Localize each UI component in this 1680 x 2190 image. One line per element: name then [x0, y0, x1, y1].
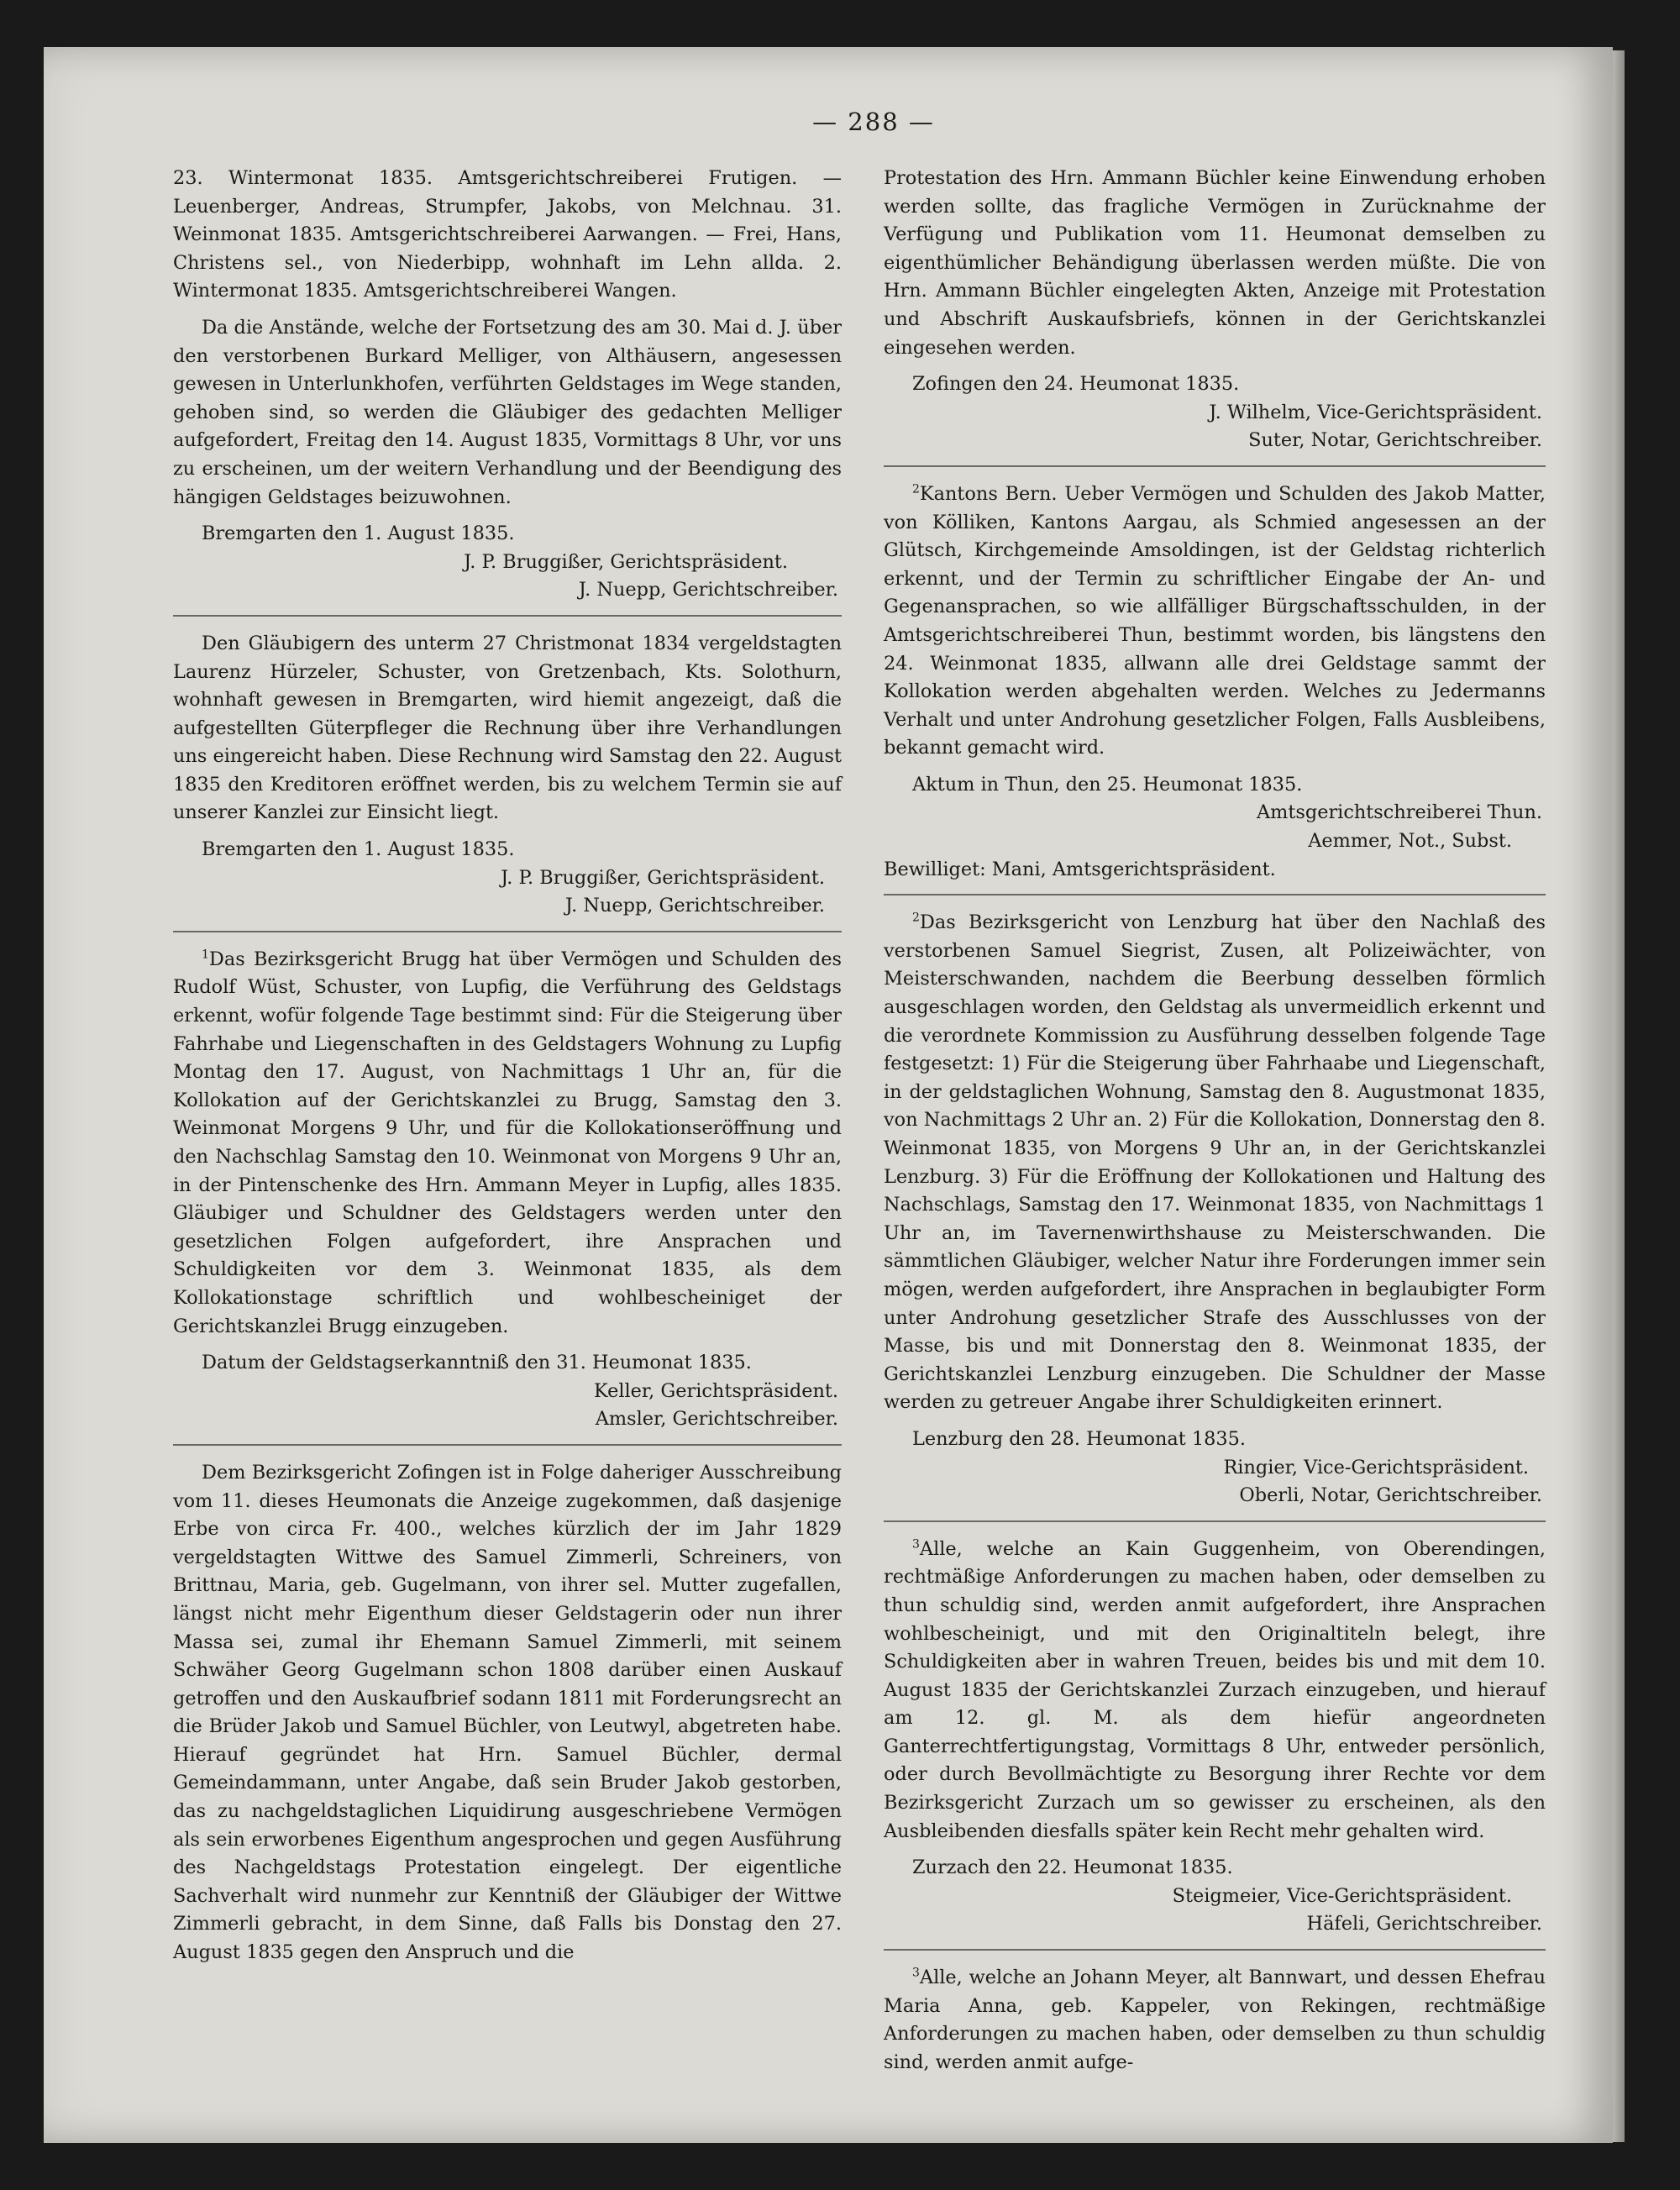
divider [884, 1949, 1546, 1951]
notice-matter-approved: Bewilliget: Mani, Amtsgerichtspräsident. [884, 858, 1276, 880]
notice-huerzeler-sig1: J. P. Bruggißer, Gerichtspräsident. [501, 866, 825, 889]
notice-siegrist-sig2: Oberli, Notar, Gerichtschreiber. [1239, 1484, 1542, 1507]
notice-zimmerli-text: Dem Bezirksgericht Zofingen ist in Folge daheriger Ausschreibung vom 11. dieses Heumonats die Anzeige zugekommen, daß dasjenige Erbe von circa Fr. 400., welches kürzlich der im Jahr 1829 vergeldstagten Wittwe des Samuel Zimmerli, Schreiners, von Brittnau, Maria, geb. Gugelmann, von ihrer sel. Mutter zugefallen, längst nicht mehr Eigenthum dieser Geldstagerin oder nun ihrer Massa sei, zumal ihr Ehemann Samuel Zimmerli, mit seinem Schwäher Georg Gugelmann schon 1808 darüber einen Auskauf getroffen und den Auskaufbrief sodann 1811 mit Forderungsrecht an die Brüder Jakob und Samuel Büchler, von Leutwyl, abgetreten habe. Hierauf gegründet hat Hrn. Samuel Büchler, dermal Gemeindammann, unter Angabe, daß sein Bruder Jakob gestorben, das zu nachgeldstaglichen Liquidirung ausgeschriebene Vermögen als sein erworbenes Eigenthum angesprochen und gegen Ausführung des Nachgeldstags Protestation eingelegt. Der eigentliche Sachverhalt wird nunmehr zur Kenntniß der Gläubiger der Wittwe Zimmerli gebracht, in dem Sinne, daß Falls bis Donstag den 27. August 1835 gegen den Anspruch und die [173, 1461, 842, 1964]
notice-wuest-sig1: Keller, Gerichtspräsident. [593, 1379, 838, 1402]
notice-wuest-date: Datum der Geldstagserkanntniß den 31. Heumonat 1835. [202, 1352, 752, 1374]
divider [884, 1520, 1546, 1522]
notice-guggenheim-text: Alle, welche an Kain Guggenheim, von Oberendingen, rechtmäßige Anforderungen zu machen haben, oder demselben zu thun schuldig sind, werden anmit aufgefordert, ihre Ansprachen wohlbescheinigt, und mit den Originaltiteln belegt, ihre Schuldigkeiten aber in wahren Treuen, beides bis und mit dem 10. August 1835 der Gerichtskanzlei Zurzach einzugeben, und hierauf am 12. gl. M. als dem hiefür angeordneten Ganterrechtfertigungstag, Vormittags 8 Uhr, entweder persönlich, oder durch Bevollmächtigte zu Besorgung ihrer Rechte vor dem Bezirksgericht Zurzach um so gewisser zu erscheinen, als den Ausbleibenden diesfalls später kein Recht mehr gehalten wird. [884, 1537, 1546, 1842]
notice-mark: 2 [912, 911, 920, 925]
divider [884, 894, 1546, 895]
notice-huerzeler-text: Den Gläubigern des unterm 27 Christmonat 1834 vergeldstagten Laurenz Hürzeler, Schuster, von Gretzenbach, Kts. Solothurn, wohnhaft gewesen in Bremgarten, wird hiemit angezeigt, daß die aufgestellten Güterpfleger die Rechnung über ihre Verhandlungen uns eingereicht haben. Diese Rechnung wird Samstag den 22. August 1835 den Kreditoren eröffnet werden, bis zu welchem Termin sie auf unserer Kanzlei zur Einsicht liegt. [173, 632, 842, 824]
notice-fragment: 23. Wintermonat 1835. Amtsgerichtschreiberei Frutigen. — Leuenberger, Andreas, Strumpfer, Jakobs, von Melchnau. 31. Weinmonat 1835. Amtsgerichtschreiberei Aarwangen. — Frei, Hans, Christens sel., von Niederbipp, wohnhaft im Lehn allda. 2. Wintermonat 1835. Amtsgerichtschreiberei Wangen. [173, 167, 842, 302]
notice-mark: 2 [912, 482, 920, 496]
notice-melliger-sig1: J. P. Bruggißer, Gerichtspräsident. [464, 550, 788, 573]
notice-matter-text: Kantons Bern. Ueber Vermögen und Schulden des Jakob Matter, von Kölliken, Kantons Aargau, als Schmied angesessen an der Glütsch, Kirchgemeinde Amsoldingen, ist der Geldstag richterlich erkennt, und der Termin zu schriftlicher Eingabe der An- und Gegenansprachen, so wie allfälliger Bürgschaftsschulden, in der Amtsgerichtschreiberei Thun, bestimmt worden, bis längstens den 24. Weinmonat 1835, allwann alle drei Geldstage sammt der Kollokation werden abgehalten werden. Welches zu Jedermanns Verhalt und unter Androhung gesetzlicher Folgen, Falls Ausbleibens, bekannt gemacht wird. [884, 482, 1546, 759]
notice-matter-sig1: Amtsgerichtschreiberei Thun. [1257, 801, 1542, 824]
notice-zimmerli-sig1: J. Wilhelm, Vice-Gerichtspräsident. [1209, 401, 1542, 423]
notice-meyer-text: Alle, welche an Johann Meyer, alt Bannwart, und dessen Ehefrau Maria Anna, geb. Kappeler, von Rekingen, rechtmäßige Anforderungen zu machen haben, oder demselben zu thun schuldig sind, werden anmit aufge- [884, 1967, 1546, 2073]
notice-mark: 3 [912, 1966, 920, 1980]
page-edge [1613, 50, 1625, 2142]
notice-guggenheim-place: Zurzach den 22. Heumonat 1835. [912, 1857, 1233, 1879]
notice-huerzeler-sig2: J. Nuepp, Gerichtschreiber. [564, 895, 825, 917]
notice-guggenheim-sig2: Häfeli, Gerichtschreiber. [1306, 1913, 1542, 1935]
notice-mark: 1 [202, 948, 209, 962]
notice-siegrist-place: Lenzburg den 28. Heumonat 1835. [912, 1427, 1246, 1450]
notice-wuest-text: Das Bezirksgericht Brugg hat über Vermögen und Schulden des Rudolf Wüst, Schuster, von Lupfig, die Verführung des Geldstags erkennt, wofür folgende Tage bestimmt sind: Für die Steigerung über Fahrhabe und Liegenschaften in des Geldstagers Wohnung zu Lupfig Montag den 17. August, von Nachmittags 1 Uhr an, für die Kollokation auf der Gerichtskanzlei zu Brugg, Samstag den 3. Weinmonat Morgens 9 Uhr, und für die Kollokationseröffnung und den Nachschlag Samstag den 10. Weinmonat von Morgens 9 Uhr an, in der Pintenschenke des Hrn. Ammann Meyer in Lupfig, alles 1835. Gläubiger und Schuldner des Geldstagers werden unter den gesetzlichen Folgen aufgefordert, ihre Ansprachen und Schuldigkeiten vor dem 3. Weinmonat 1835, als dem Kollokationstage schriftlich und wohlbescheiniget der Gerichtskanzlei Brugg einzugeben. [173, 948, 842, 1337]
page-number: — 288 — [812, 108, 935, 136]
notice-guggenheim-sig1: Steigmeier, Vice-Gerichtspräsident. [1172, 1884, 1512, 1907]
notice-melliger-text: Da die Anstände, welche der Fortsetzung des am 30. Mai d. J. über den verstorbenen Burkard Melliger, von Althäusern, angesessen gewesen in Unterlunkhofen, verführten Geldstages im Wege standen, gehoben sind, so werden die Gläubiger des gedachten Melliger aufgefordert, Freitag den 14. August 1835, Vormittags 8 Uhr, vor uns zu erscheinen, um der weitern Verhandlung und der Beendigung des hängigen Geldstages beizuwohnen. [173, 316, 842, 508]
notice-mark: 3 [912, 1537, 920, 1552]
notice-matter-place: Aktum in Thun, den 25. Heumonat 1835. [912, 773, 1303, 796]
divider [173, 615, 842, 617]
divider [173, 1444, 842, 1446]
divider [884, 465, 1546, 467]
notice-zimmerli-cont-text: Protestation des Hrn. Ammann Büchler keine Einwendung erhoben werden sollte, das fragliche Vermögen in Zurücknahme der Verfügung und Publikation vom 11. Heumonat demselben zu eigenthümlicher Behändigung überlassen werden müßte. Die von Hrn. Ammann Büchler eingelegten Akten, Anzeige mit Protestation und Abschrift Auskaufsbriefs, können in der Gerichtskanzlei eingesehen werden. [884, 167, 1546, 359]
divider [173, 931, 842, 932]
notice-melliger-sig2: J. Nuepp, Gerichtschreiber. [578, 579, 838, 601]
notice-zimmerli-place: Zofingen den 24. Heumonat 1835. [912, 373, 1240, 396]
notice-wuest-sig2: Amsler, Gerichtschreiber. [595, 1408, 838, 1431]
right-column [884, 165, 1546, 2085]
notice-matter-sig2: Aemmer, Not., Subst. [1308, 830, 1512, 853]
notice-siegrist-sig1: Ringier, Vice-Gerichtspräsident. [1223, 1456, 1529, 1478]
notice-melliger-place: Bremgarten den 1. August 1835. [202, 523, 515, 545]
left-column [173, 165, 842, 1976]
notice-huerzeler-place: Bremgarten den 1. August 1835. [202, 838, 515, 861]
notice-siegrist-text: Das Bezirksgericht von Lenzburg hat über den Nachlaß des verstorbenen Samuel Siegrist, Zusen, alt Polizeiwächter, von Meisterschwanden, nachdem die Beerbung desselben förmlich ausgeschlagen worden, den Geldstag als unvermeidlich erkennt und die verordnete Kommission zu Ausführung desselben folgende Tage festgesetzt: 1) Für die Steigerung über Fahrhaabe und Liegenschaft, in der geldstaglichen Wohnung, Samstag den 8. Augustmonat 1835, von Nachmittags 2 Uhr an. 2) Für die Kollokation, Donnerstag den 8. Weinmonat 1835, von Morgens 9 Uhr an, in der Gerichtskanzlei Lenzburg. 3) Für die Eröffnung der Kollokationen und Haltung des Nachschlags, Samstag den 17. Weinmonat 1835, von Nachmittags 1 Uhr an, im Tavernenwirthshause zu Meisterschwanden. Die sämmtlichen Gläubiger, welcher Natur ihre Forderungen immer sein mögen, werden aufgefordert, ihre Ansprachen in beglaubigter Form unter Androhung gesetzlicher Strafe des Ausschlusses von der Masse, bis und mit Donnerstag den 8. Weinmonat 1835, der Gerichtskanzlei Lenzburg einzugeben. Die Schuldner der Masse werden zu getreuer Angabe ihrer Schuldigkeiten erinnert. [884, 911, 1546, 1414]
notice-zimmerli-sig2: Suter, Notar, Gerichtschreiber. [1248, 429, 1542, 452]
